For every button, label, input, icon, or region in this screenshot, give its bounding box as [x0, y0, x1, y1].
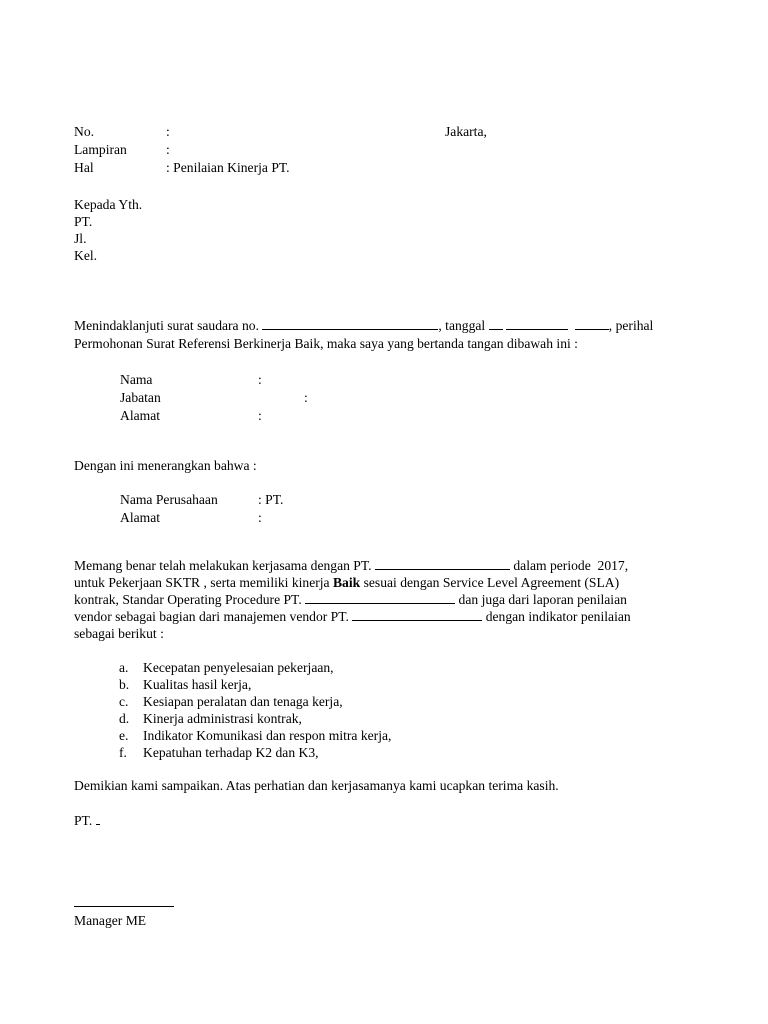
lampiran-label: Lampiran — [74, 142, 127, 157]
signer-nama-colon: : — [258, 372, 262, 387]
signer-title: Manager ME — [74, 913, 147, 928]
date-year-blank — [575, 317, 609, 330]
body-line-4: vendor sebagai bagian dari manajemen vendor PT. dengan indikator penilaian — [74, 609, 631, 624]
sop-company-blank — [305, 591, 455, 604]
city-date: Jakarta, — [445, 124, 487, 139]
body-line-1: Memang benar telah melakukan kerjasama dengan PT. dalam periode 2017, — [74, 558, 629, 573]
sign-company: PT. — [74, 812, 100, 829]
indicator-item: Kecepatan penyelesaian pekerjaan, — [143, 660, 334, 675]
partner-company-blank — [375, 557, 510, 570]
no-label: No. — [74, 124, 95, 139]
no-colon: : — [166, 124, 170, 139]
signer-jabatan-label: Jabatan — [120, 390, 161, 405]
indicator-letter: a. — [119, 660, 129, 675]
date-month-blank — [506, 317, 568, 330]
indicator-item: Kesiapan peralatan dan tenaga kerja, — [143, 694, 343, 709]
signer-nama-label: Nama — [120, 372, 153, 387]
sign-company-blank — [96, 812, 100, 825]
recipient-greeting: Kepada Yth. — [74, 197, 143, 212]
indicator-letter: f. — [119, 745, 127, 760]
company-address-colon: : — [258, 510, 262, 525]
company-name-value: : PT. — [258, 492, 284, 507]
signer-alamat-label: Alamat — [120, 408, 161, 423]
signer-alamat-colon: : — [258, 408, 262, 423]
indicator-letter: c. — [119, 694, 129, 709]
indicator-letter: d. — [119, 711, 130, 726]
body-line-2: untuk Pekerjaan SKTR , serta memiliki kinerja Baik sesuai dengan Service Level Agreement (SLA) — [74, 575, 620, 590]
company-address-label: Alamat — [120, 510, 161, 525]
company-name-label: Nama Perusahaan — [120, 492, 218, 507]
closing-sentence: Demikian kami sampaikan. Atas perhatian dan kerjasamanya kami ucapkan terima kasih. — [74, 778, 559, 793]
hal-value: : Penilaian Kinerja PT. — [166, 160, 290, 175]
intro-line-2: Permohonan Surat Referensi Berkinerja Baik, maka saya yang bertanda tangan dibawah ini : — [74, 336, 578, 351]
recipient-company: PT. — [74, 214, 93, 229]
hal-label: Hal — [74, 160, 94, 175]
lampiran-colon: : — [166, 142, 170, 157]
statement-line: Dengan ini menerangkan bahwa : — [74, 458, 257, 473]
body-line-5: sebagai berikut : — [74, 626, 164, 641]
indicator-letter: b. — [119, 677, 130, 692]
letter-number-blank — [262, 317, 438, 330]
indicator-item: Kepatuhan terhadap K2 dan K3, — [143, 745, 319, 760]
recipient-kelurahan: Kel. — [74, 248, 98, 263]
indicator-letter: e. — [119, 728, 129, 743]
intro-line-1: Menindaklanjuti surat saudara no. , tanggal , perihal — [74, 318, 654, 333]
indicator-item: Kualitas hasil kerja, — [143, 677, 252, 692]
performance-rating: Baik — [332, 575, 361, 590]
indicator-item: Kinerja administrasi kontrak, — [143, 711, 302, 726]
body-line-3: kontrak, Standar Operating Procedure PT. dan juga dari laporan penilaian — [74, 592, 627, 607]
signer-jabatan-colon: : — [304, 390, 308, 405]
indicator-item: Indikator Komunikasi dan respon mitra kerja, — [143, 728, 392, 743]
signature-line — [74, 906, 174, 907]
recipient-street: Jl. — [74, 231, 87, 246]
vendor-company-blank — [352, 608, 482, 621]
date-day-blank — [489, 317, 503, 330]
